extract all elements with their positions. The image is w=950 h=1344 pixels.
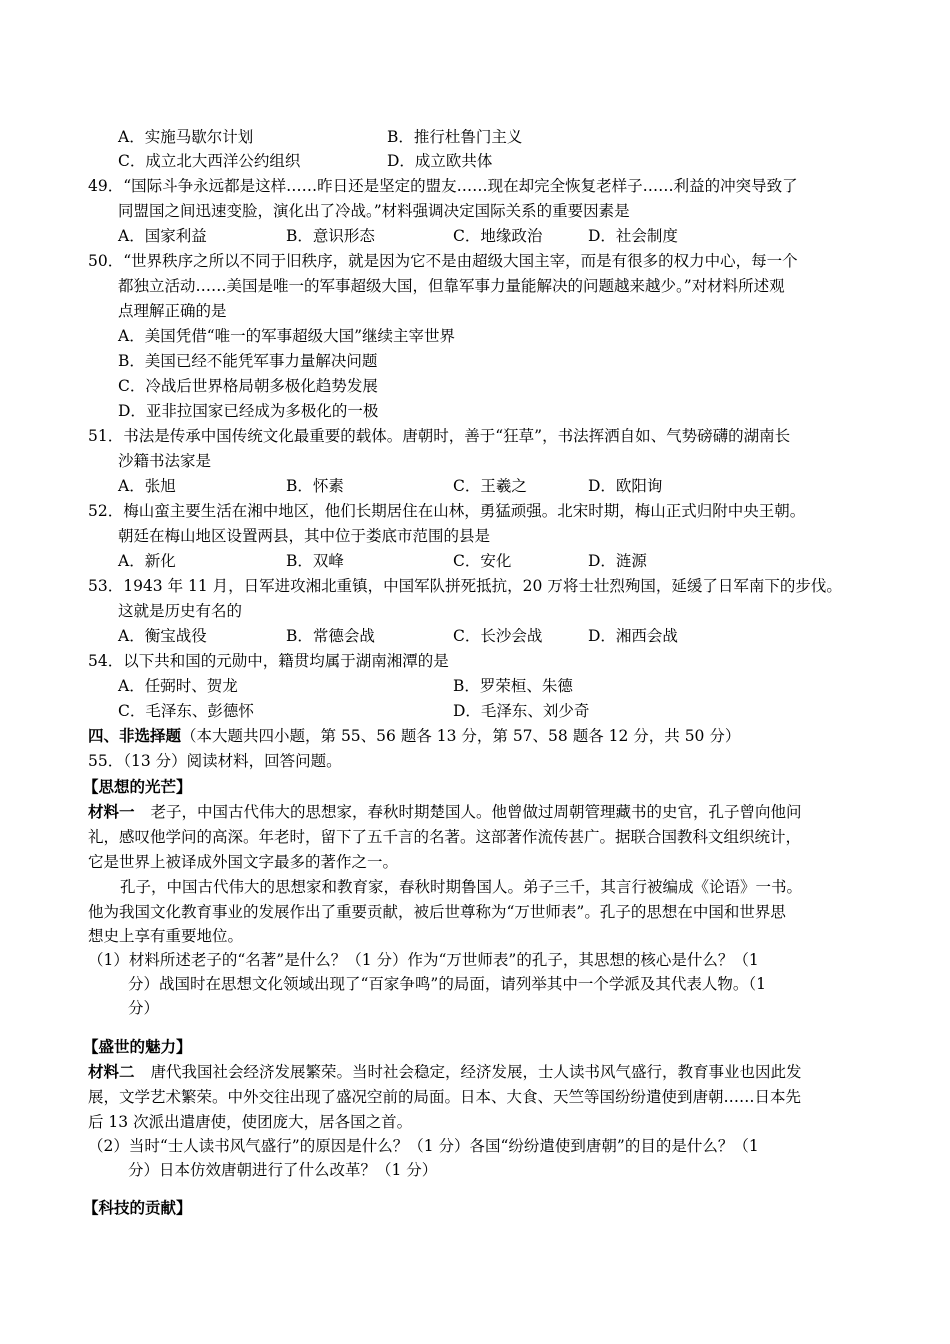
sub-question: 分）日本仿效唐朝进行了什么改革？（1 分） xyxy=(128,1161,438,1179)
option-c: C．毛泽东、彭德怀 xyxy=(118,702,254,720)
material-label: 材料二 xyxy=(88,1062,135,1081)
question-stem: 52．梅山蛮主要生活在湘中地区，他们长期居住在山林，勇猛顽强。北宋时期，梅山正式归附中央王朝。 xyxy=(88,502,806,520)
material-text: 想史上享有重要地位。 xyxy=(88,927,244,945)
option-d: D．欧阳询 xyxy=(588,477,663,495)
section-heading xyxy=(88,724,740,748)
option-d: D．涟源 xyxy=(588,552,647,570)
option-c: C．冷战后世界格局朝多极化趋势发展 xyxy=(118,377,378,395)
material-paragraph xyxy=(88,800,802,824)
option-c: C．长沙会战 xyxy=(453,627,543,645)
option-c: C．地缘政治 xyxy=(453,227,543,245)
option-a: A．张旭 xyxy=(118,477,176,495)
material-text: 他为我国文化教育事业的发展作出了重要贡献，被后世尊称为“万世师表”。孔子的思想在中国和世界思 xyxy=(88,903,786,921)
question-intro: 55．（13 分）阅读材料，回答问题。 xyxy=(88,752,342,770)
question-stem: 沙籍书法家是 xyxy=(118,452,212,470)
option-b: B．美国已经不能凭军事力量解决问题 xyxy=(118,352,378,370)
option-b: B．双峰 xyxy=(286,552,344,570)
option-a: A．新化 xyxy=(118,552,176,570)
question-stem: 51．书法是传承中国传统文化最重要的载体。唐朝时，善于“狂草”，书法挥洒自如、气势磅礴的湖南长 xyxy=(88,427,791,445)
option-a: A．任弼时、贺龙 xyxy=(118,677,238,695)
option-b: B．罗荣桓、朱德 xyxy=(453,677,573,695)
option-b: B．怀素 xyxy=(286,477,344,495)
question-stem: 朝廷在梅山地区设置两县，其中位于娄底市范围的县是 xyxy=(118,527,491,545)
material-text: 孔子，中国古代伟大的思想家和教育家，春秋时期鲁国人。弟子三千，其言行被编成《论语》一书。 xyxy=(120,878,803,896)
option-a: A．国家利益 xyxy=(118,227,207,245)
question-stem: 同盟国之间迅速变脸，演化出了冷战。”材料强调决定国际关系的重要因素是 xyxy=(118,202,630,220)
subsection-heading: 【思想的光芒】 xyxy=(83,777,192,796)
material-label: 材料一 xyxy=(88,802,135,821)
subsection-heading: 【盛世的魅力】 xyxy=(83,1037,192,1056)
material-paragraph xyxy=(88,1060,802,1084)
material-text: 后 13 次派出遣唐使，使团庞大，居各国之首。 xyxy=(88,1113,413,1131)
sub-question: 分） xyxy=(128,999,160,1017)
section-title: 四、非选择题 xyxy=(88,726,182,745)
question-stem: 点理解正确的是 xyxy=(118,302,227,320)
option-b: B．常德会战 xyxy=(286,627,375,645)
option-c: C．王羲之 xyxy=(453,477,527,495)
sub-question: （1）材料所述老子的“名著”是什么？（1 分）作为“万世师表”的孔子，其思想的核心是什么？（1 xyxy=(88,951,759,969)
question-stem: 49．“国际斗争永远都是这样……昨日还是坚定的盟友……现在却完全恢复老样子……利益的冲突导致了 xyxy=(88,177,798,195)
question-stem: 50．“世界秩序之所以不同于旧秩序，就是因为它不是由超级大国主宰，而是有很多的权力中心，每一个 xyxy=(88,252,798,270)
material-text: 礼，感叹他学问的高深。年老时，留下了五千言的名著。这部著作流传甚广。据联合国教科文组织统计， xyxy=(88,828,802,846)
material-text: 老子，中国古代伟大的思想家，春秋时期楚国人。他曾做过周朝管理藏书的史官，孔子曾向他问 xyxy=(150,803,802,821)
option-a: A．实施马歇尔计划 xyxy=(118,128,254,146)
material-text: 唐代我国社会经济发展繁荣。当时社会稳定，经济发展，士人读书风气盛行，教育事业也因此发 xyxy=(150,1063,802,1081)
question-stem: 都独立活动……美国是唯一的军事超级大国，但靠军事力量能解决的问题越来越少。”对材料所述观 xyxy=(118,277,785,295)
option-d: D．毛泽东、刘少奇 xyxy=(453,702,590,720)
option-d: D．湘西会战 xyxy=(588,627,678,645)
option-c: C．安化 xyxy=(453,552,512,570)
section-note: （本大题共四小题，第 55、56 题各 13 分，第 57、58 题各 12 分，共 50 分） xyxy=(181,727,741,745)
option-d: D．社会制度 xyxy=(588,227,678,245)
option-b: B．推行杜鲁门主义 xyxy=(387,128,523,146)
option-d: D．亚非拉国家已经成为多极化的一极 xyxy=(118,402,379,420)
sub-question: （2）当时“士人读书风气盛行”的原因是什么？（1 分）各国“纷纷遣使到唐朝”的目的是什么？（1 xyxy=(88,1137,759,1155)
material-text: 展，文学艺术繁荣。中外交往出现了盛况空前的局面。日本、大食、天竺等国纷纷遣使到唐朝……日本先 xyxy=(88,1088,802,1106)
sub-question: 分）战国时在思想文化领域出现了“百家争鸣”的局面，请列举其中一个学派及其代表人物。（1 xyxy=(128,975,766,993)
material-text: 它是世界上被译成外国文字最多的著作之一。 xyxy=(88,853,399,871)
option-b: B．意识形态 xyxy=(286,227,375,245)
option-c: C．成立北大西洋公约组织 xyxy=(118,152,301,170)
subsection-heading: 【科技的贡献】 xyxy=(83,1198,192,1217)
option-d: D．成立欧共体 xyxy=(387,152,493,170)
question-stem: 53．1943 年 11 月，日军进攻湘北重镇，中国军队拼死抵抗，20 万将士壮烈殉国，延缓了日军南下的步伐。 xyxy=(88,577,842,595)
question-stem: 这就是历史有名的 xyxy=(118,602,243,620)
question-stem: 54．以下共和国的元勋中，籍贯均属于湖南湘潭的是 xyxy=(88,652,449,670)
option-a: A．衡宝战役 xyxy=(118,627,207,645)
option-a: A．美国凭借“唯一的军事超级大国”继续主宰世界 xyxy=(118,327,456,345)
